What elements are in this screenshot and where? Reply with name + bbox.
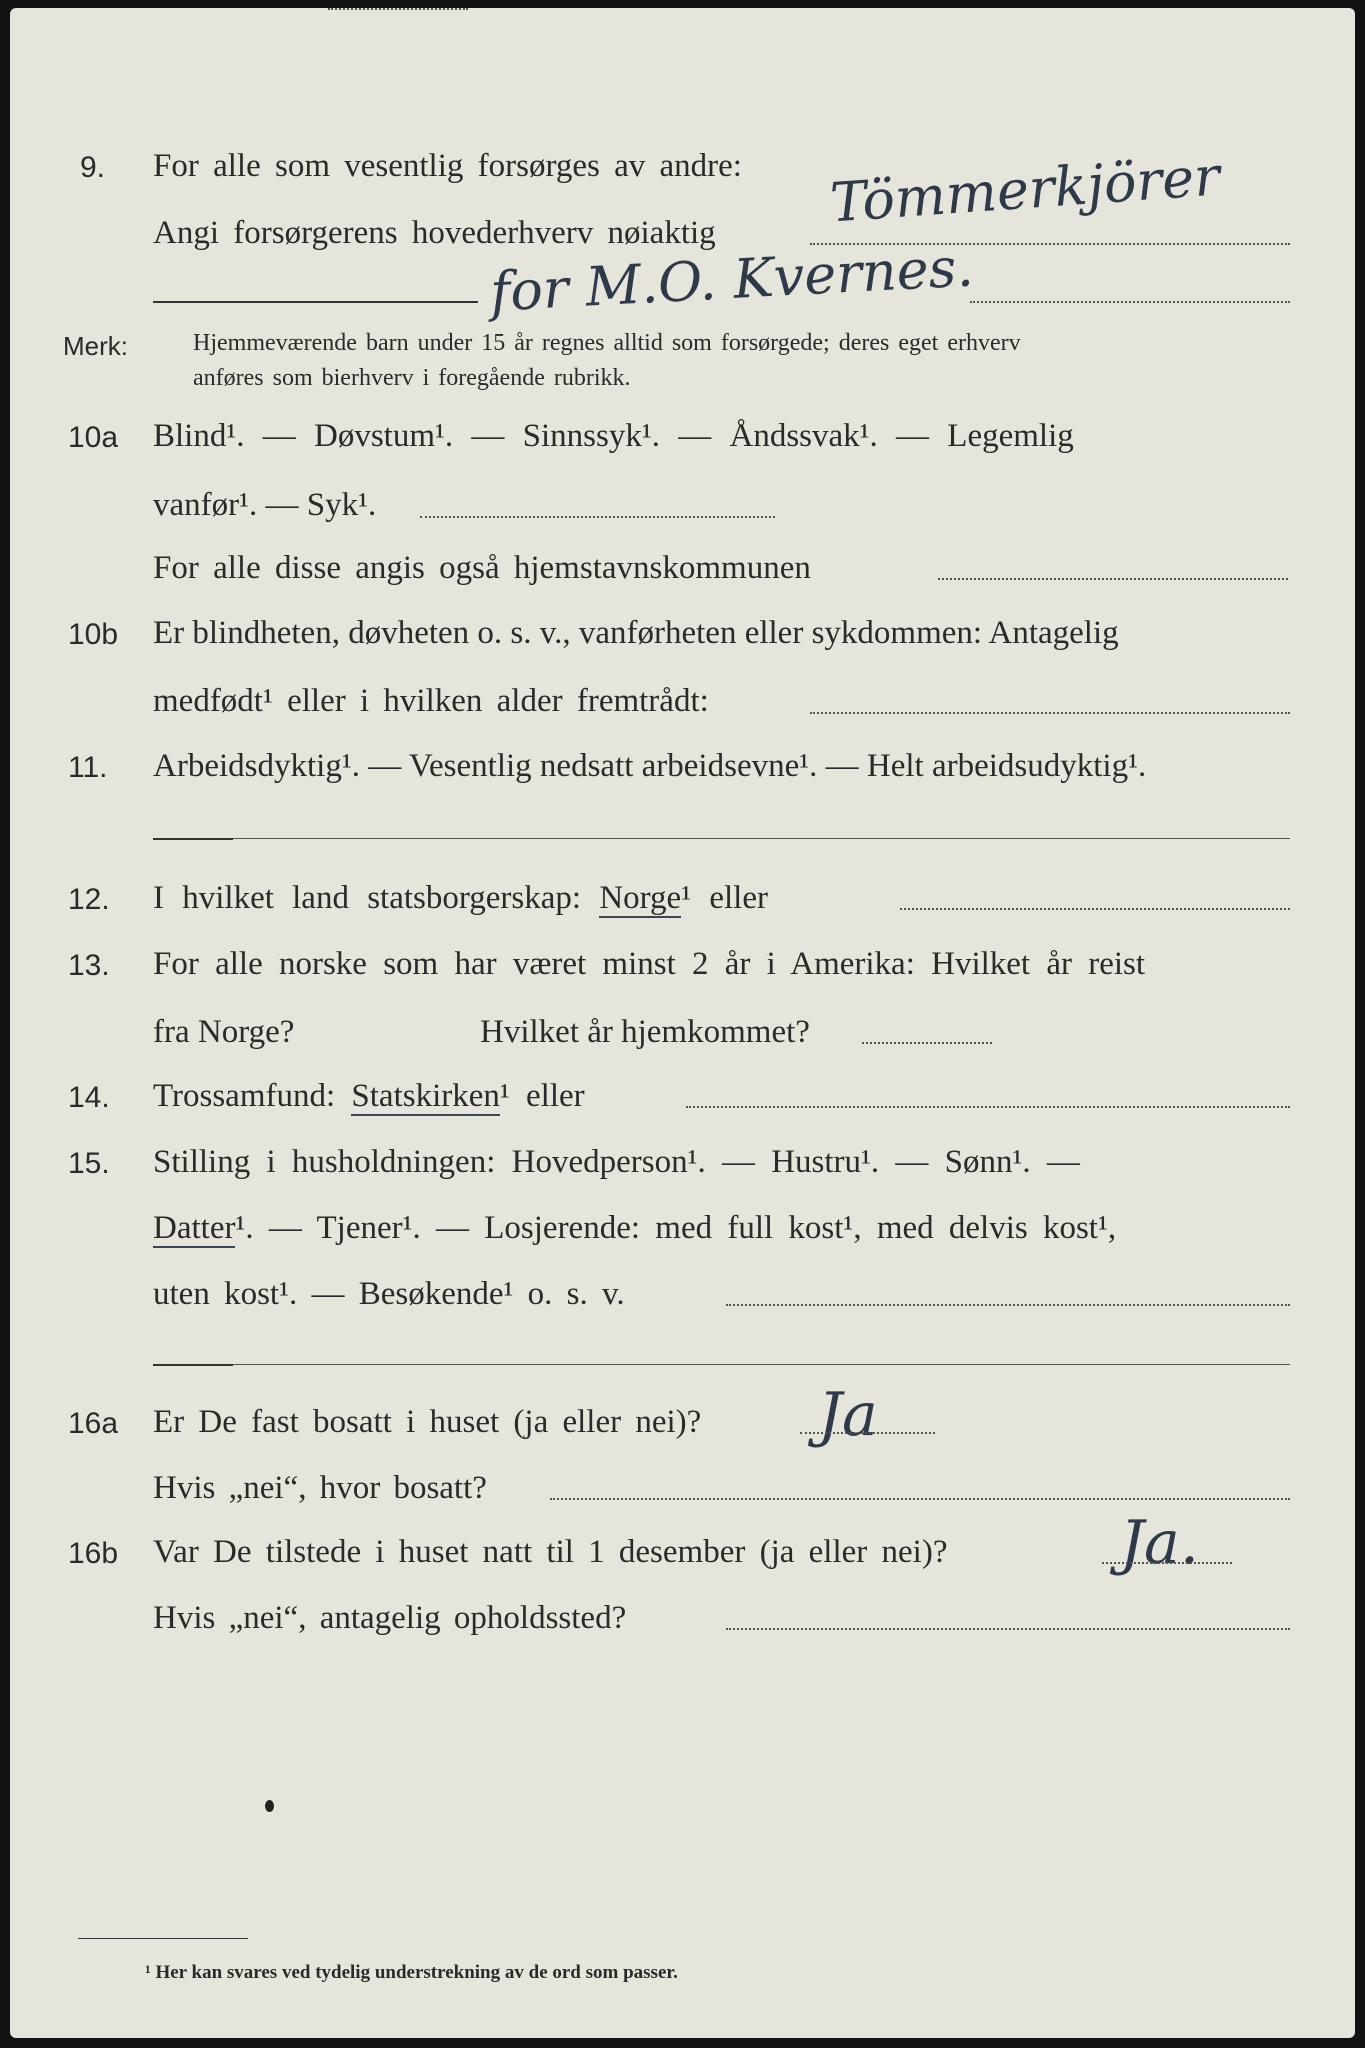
q14-post: ¹ eller: [499, 1078, 585, 1114]
q15-number: 15.: [68, 1147, 110, 1180]
q10b-alder-line: [810, 712, 1290, 714]
footnote-rule: [78, 1938, 248, 1939]
q14-line: [153, 1076, 585, 1116]
q14-number: 14.: [68, 1081, 110, 1114]
q13-reist-line: [328, 8, 468, 10]
q9-number: 9.: [80, 151, 106, 184]
footnote-mark: ¹: [145, 1962, 151, 1983]
q13-line2a: fra Norge?: [153, 1014, 295, 1050]
q11-number: 11.: [68, 751, 108, 784]
q16a-line2: Hvis „nei“, hvor bosatt?: [153, 1470, 487, 1506]
q13-hjem-line: [862, 1042, 992, 1044]
q10a-kommune-line: [938, 578, 1288, 580]
q15-datter: Datter: [153, 1210, 236, 1246]
q10a-line2: vanfør¹. — Syk¹.: [153, 487, 377, 523]
q16b-answer-line: [1102, 1562, 1232, 1564]
q16b-number: 16b: [68, 1537, 119, 1570]
q10b-line2: medfødt¹ eller i hvilken alder fremtrådt:: [153, 683, 709, 719]
q14-answer-line: [686, 1106, 1290, 1108]
q14-question: Trossamfund:: [153, 1078, 336, 1114]
merk-label: Merk:: [63, 331, 128, 361]
q10a-line3: For alle disse angis også hjemstavnskommunen: [153, 550, 811, 586]
q15-line1: Stilling i husholdningen: Hovedperson¹. — Hustru¹. — Sønn¹. —: [153, 1144, 1080, 1180]
q12-line: [153, 878, 768, 918]
ink-dot: [265, 1800, 274, 1812]
q15-line2-rest: ¹. — Tjener¹. — Losjerende: med full kost¹, med delvis kost¹,: [235, 1210, 1117, 1246]
q12-post: ¹ eller: [681, 880, 768, 916]
q12-answer-line: [900, 908, 1290, 910]
q12-number: 12.: [68, 883, 110, 916]
q13-line2b: Hvilket år hjemkommet?: [480, 1014, 810, 1050]
census-form-page: [10, 8, 1355, 2038]
q9-rule-2: [970, 301, 1290, 303]
q12-question: I hvilket land statsborgerskap:: [153, 880, 582, 916]
q10a-syk-line: [420, 516, 775, 518]
merk-line2: anføres som bierhverv i foregående rubrikk.: [193, 365, 631, 391]
q13-line1: For alle norske som har været minst 2 år i Amerika: Hvilket år reist: [153, 946, 1146, 982]
q16a-answer-line: [800, 1432, 935, 1434]
q11-line1: Arbeidsdyktig¹. — Vesentlig nedsatt arbeidsevne¹. — Helt arbeidsudyktig¹.: [153, 748, 1147, 784]
footnote-text: Her kan svares ved tydelig understrekning av de ord som passer.: [155, 1962, 678, 1983]
q16b-line2: Hvis „nei“, antagelig opholdssted?: [153, 1600, 627, 1636]
q16a-bosatt-line: [550, 1498, 1290, 1500]
q16a-number: 16a: [68, 1407, 119, 1440]
q16b-line1: Var De tilstede i huset natt til 1 desember (ja eller nei)?: [153, 1534, 948, 1570]
q15-rule: [153, 1364, 233, 1366]
q16b-answer: Ja.: [1120, 1508, 1199, 1578]
q11-rule: [153, 838, 233, 840]
q10b-line1: Er blindheten, døvheten o. s. v., vanførheten eller sykdommen: Antagelig: [153, 615, 1119, 651]
q10a-line1: Blind¹. — Døvstum¹. — Sinnssyk¹. — Åndssvak¹. — Legemlig: [153, 418, 1074, 454]
q11-rule-2: [233, 838, 1290, 839]
merk-line1: Hjemmeværende barn under 15 år regnes alltid som forsørgede; deres eget erhverv: [193, 330, 1021, 356]
q13-number: 13.: [68, 949, 110, 982]
q15-line2: [153, 1208, 1116, 1248]
q10a-number: 10a: [68, 421, 119, 454]
q10b-number: 10b: [68, 618, 119, 651]
q9-line1: For alle som vesentlig forsørges av andre:: [153, 148, 742, 184]
q16a-answer: Ja: [818, 1380, 878, 1450]
q16a-line1: Er De fast bosatt i huset (ja eller nei)?: [153, 1404, 702, 1440]
q9-answer-line1: Tömmerkjörer: [828, 144, 1222, 235]
q15-rule-2: [233, 1364, 1290, 1365]
q15-line3: uten kost¹. — Besøkende¹ o. s. v.: [153, 1276, 625, 1312]
footnote: [145, 1953, 678, 1993]
q16b-opholdssted-line: [726, 1628, 1290, 1630]
q12-norge: Norge: [599, 880, 682, 916]
q9-line2: Angi forsørgerens hovederhverv nøiaktig: [153, 215, 716, 251]
q14-statskirken: Statskirken: [351, 1078, 500, 1114]
q9-rule: [153, 301, 478, 303]
q15-answer-line: [726, 1304, 1290, 1306]
q9-answer-line2: for M.O. Kvernes.: [488, 235, 975, 324]
